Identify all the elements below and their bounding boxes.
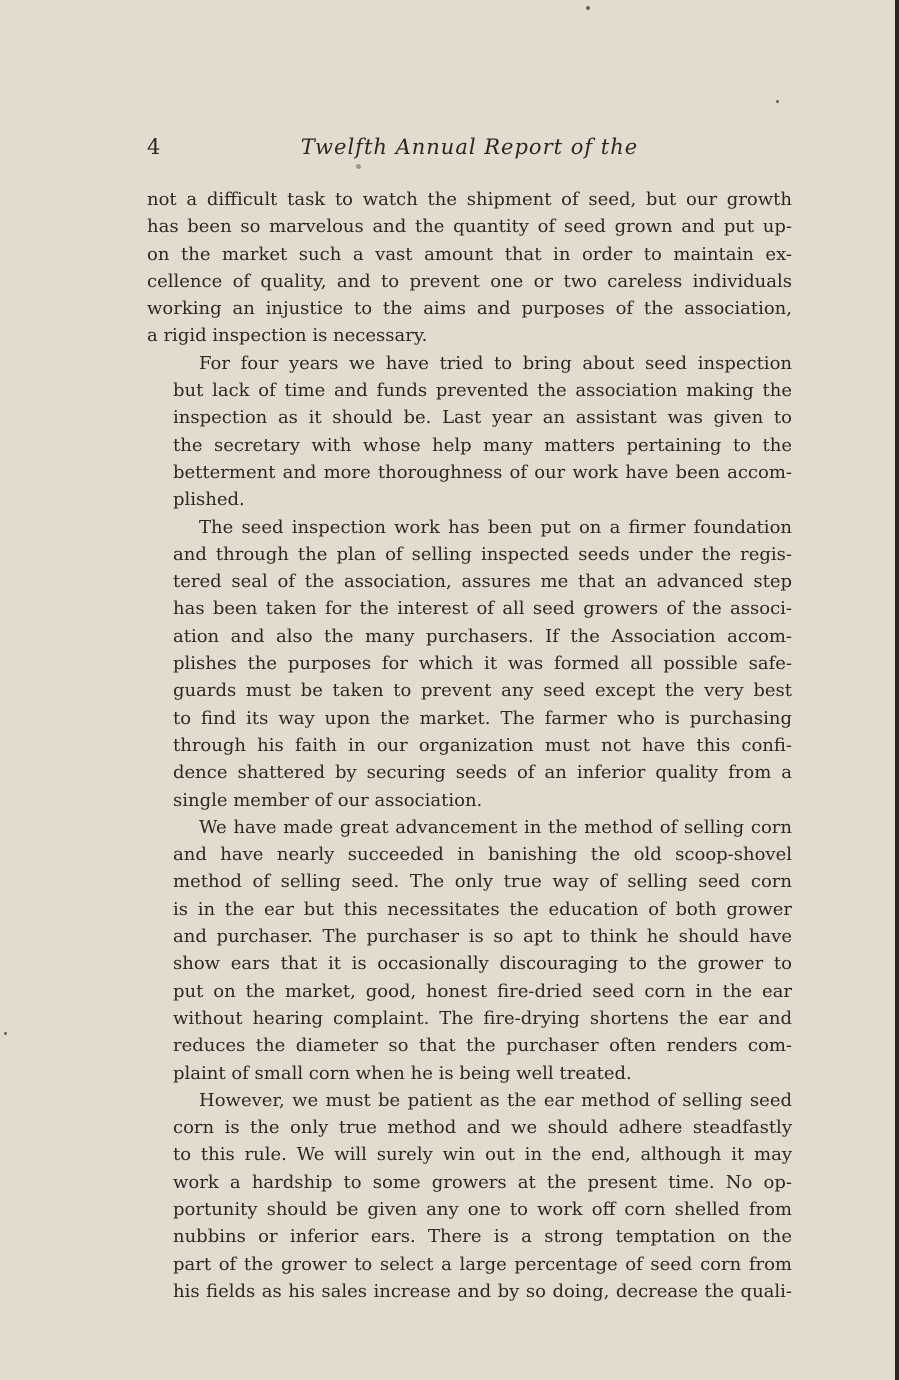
paragraph: [147, 814, 792, 1087]
text-line: plished.: [173, 489, 245, 511]
text-line: not a difficult task to watch the shipment of seed, but our growth: [147, 189, 792, 210]
text-line: on the market such a vast amount that in order to maintain ex-: [147, 243, 792, 265]
text-line: through his faith in our organization must not have this confi-: [173, 734, 792, 756]
text-line: single member of our association.: [173, 789, 483, 811]
text-line: portunity should be given any one to work off corn shelled from: [173, 1198, 792, 1220]
text-line: the secretary with whose help many matters pertaining to the: [173, 434, 792, 456]
text-line: dence shattered by securing seeds of an inferior quality from a: [173, 762, 792, 784]
paragraph: [147, 186, 792, 350]
text-line: betterment and more thoroughness of our work have been accom-: [173, 461, 792, 483]
text-line: guards must be taken to prevent any seed except the very best: [173, 680, 792, 702]
text-line: but lack of time and funds prevented the association making the: [173, 380, 792, 402]
text-line: to find its way upon the market. The farmer who is purchasing: [173, 707, 792, 729]
text-line: tered seal of the association, assures me that an advanced step: [173, 571, 792, 593]
page-binding-edge: [895, 0, 899, 1380]
text-line: work a hardship to some growers at the present time. No op-: [173, 1171, 792, 1193]
paper-speck: [586, 6, 590, 10]
paper-speck: [4, 1032, 7, 1035]
page-header: [147, 134, 792, 164]
text-line: and through the plan of selling inspected seeds under the regis-: [173, 543, 792, 565]
text-line: working an injustice to the aims and purposes of the association,: [147, 298, 792, 320]
paragraph: [147, 350, 792, 514]
running-head: Twelfth Annual Report of the: [300, 135, 639, 159]
text-line: his fields as his sales increase and by so doing, decrease the quali-: [173, 1280, 792, 1302]
text-line: is in the ear but this necessitates the education of both grower: [173, 898, 792, 920]
text-line: nubbins or inferior ears. There is a strong temptation on the: [173, 1226, 792, 1248]
paragraph: [147, 1087, 792, 1305]
text-line: a rigid inspection is necessary.: [147, 325, 428, 347]
body-text: [147, 186, 792, 1305]
text-line: and purchaser. The purchaser is so apt to think he should have: [173, 926, 792, 948]
text-line: plaint of small corn when he is being well treated.: [173, 1062, 632, 1084]
paragraph: [147, 514, 792, 814]
text-line: to this rule. We will surely win out in the end, although it may: [173, 1144, 792, 1166]
text-line: has been taken for the interest of all seed growers of the associ-: [173, 598, 792, 620]
page-number: 4: [147, 135, 161, 159]
text-line: show ears that it is occasionally discouraging to the grower to: [173, 953, 792, 975]
text-line: and have nearly succeeded in banishing the old scoop-shovel: [173, 844, 792, 866]
text-line: However, we must be patient as the ear method of selling seed: [199, 1089, 792, 1111]
text-line: without hearing complaint. The fire-drying shortens the ear and: [173, 1007, 792, 1029]
text-line: inspection as it should be. Last year an assistant was given to: [173, 407, 792, 429]
text-line: ation and also the many purchasers. If the Association accom-: [173, 625, 792, 647]
text-line: cellence of quality, and to prevent one or two careless individuals: [147, 270, 792, 292]
text-line: put on the market, good, honest fire-dried seed corn in the ear: [173, 980, 792, 1002]
text-line: We have made great advancement in the method of selling corn: [199, 816, 792, 838]
text-line: plishes the purposes for which it was formed all possible safe-: [173, 653, 792, 675]
text-line: The seed inspection work has been put on a firmer foundation: [199, 516, 792, 538]
paper-speck: [776, 100, 779, 103]
text-line: reduces the diameter so that the purchaser often renders com-: [173, 1035, 792, 1057]
text-line: For four years we have tried to bring about seed inspection: [199, 352, 792, 374]
text-line: corn is the only true method and we should adhere steadfastly: [173, 1117, 792, 1139]
text-line: method of selling seed. The only true way of selling seed corn: [173, 871, 792, 893]
text-line: has been so marvelous and the quantity of seed grown and put up-: [147, 216, 792, 238]
paper-speck: [356, 164, 361, 169]
text-line: part of the grower to select a large percentage of seed corn from: [173, 1253, 792, 1275]
